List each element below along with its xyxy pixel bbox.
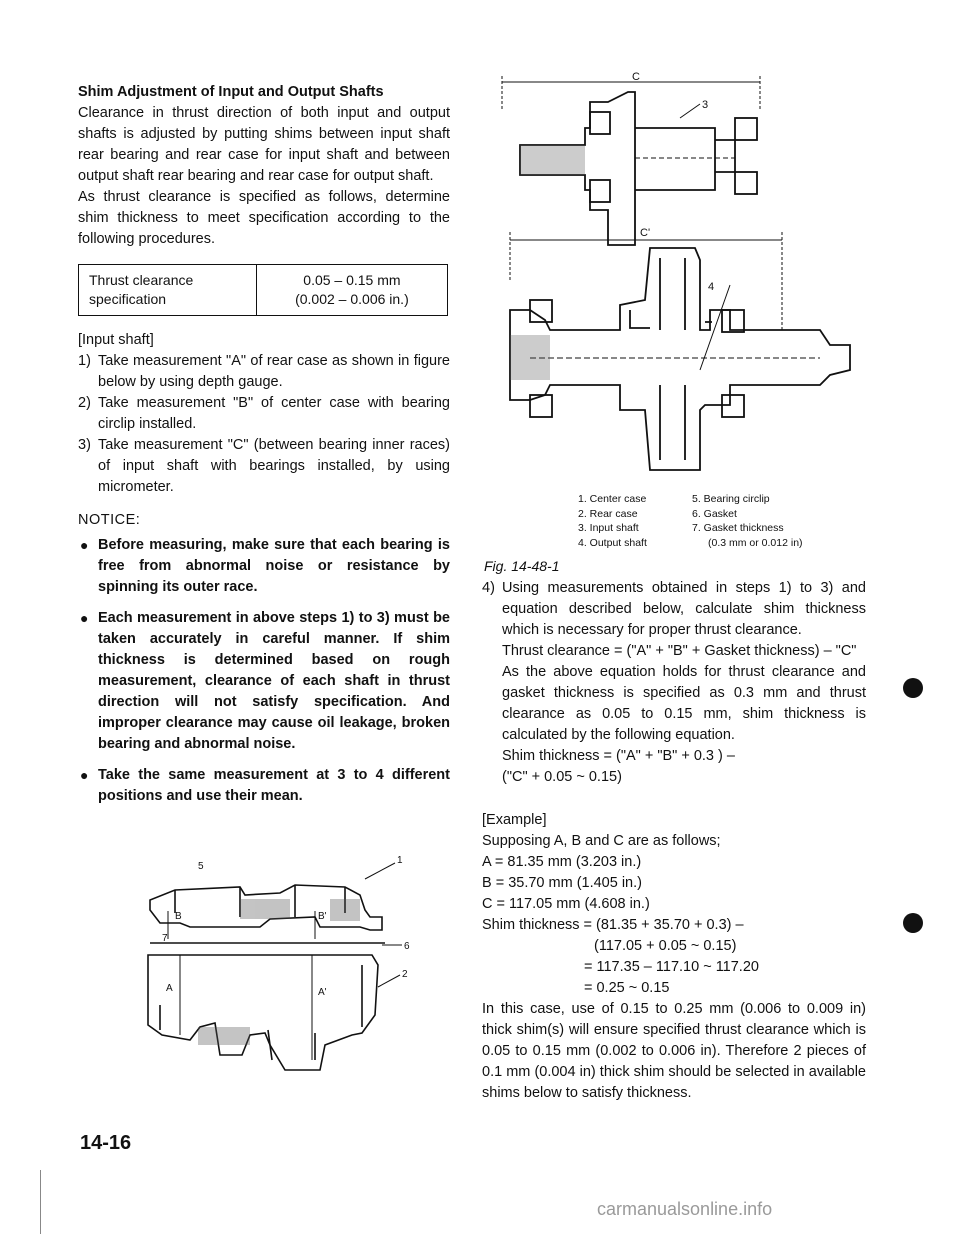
spec-label: [79, 265, 257, 316]
legend-item: 5. Bearing circlip: [692, 493, 770, 505]
label-7: 7: [162, 933, 168, 944]
equation-shim-line1: Shim thickness = ("A" + "B" + 0.3 ) –: [502, 748, 735, 764]
right-column: [482, 578, 866, 1104]
shaft-measurement-figure: [490, 71, 875, 480]
crop-mark: [40, 1170, 42, 1234]
label-1: 1: [397, 855, 403, 866]
left-column: [78, 82, 450, 817]
legend-item: 1. Center case: [578, 493, 647, 505]
notice-item: ● Each measurement in above steps 1) to 3) must be taken accurately in careful manner. If shim thickness is determined based on rough measurement, clearance of each shaft in thrust direction will not satisfy specification. And improper clearance may cause oil leakage, broken bearing and abnormal noise.: [80, 610, 450, 752]
notice-title: NOTICE:: [78, 512, 141, 528]
spec-value-line1: 0.05 – 0.15 mm: [303, 272, 401, 288]
binder-hole-mark: [903, 678, 923, 698]
spec-label-line2: specification: [89, 291, 167, 307]
spec-label-line1: Thrust clearance: [89, 272, 194, 288]
label-2: 2: [402, 969, 408, 980]
calc-line: = 117.35 – 117.10 ~ 117.20: [584, 959, 759, 975]
steps-list: [78, 351, 450, 498]
step-item: 2) Take measurement "B" of center case with bearing circlip installed.: [78, 395, 450, 432]
input-shaft-heading: [Input shaft]: [78, 332, 154, 348]
legend-item: 4. Output shaft: [578, 536, 647, 549]
calc-line: (117.05 + 0.05 ~ 0.15): [594, 938, 737, 954]
legend-col-2: [692, 492, 803, 550]
example-conclusion: In this case, use of 0.15 to 0.25 mm (0.006 to 0.009 in) thick shim(s) will ensure specified thrust clearance which is 0.05 to 0.15 mm (0.002 to 0.006 in). Therefore 2 pieces of 0.1 mm (0.004 in) thick shim should be selected in available shims below to satisfy thickness.: [482, 1001, 866, 1101]
watermark: carmanualsonline.info: [597, 1199, 773, 1219]
legend-item: 2. Rear case: [578, 507, 638, 520]
spec-value-line2: (0.002 – 0.006 in.): [295, 291, 409, 307]
intro-paragraph: Clearance in thrust direction of both input and output shafts is adjusted by putting shims between input shaft rear bearing and rear case for input shaft and between output shaft rear bearing and rear case for output shaft.: [78, 105, 450, 184]
step-4: 4) Using measurements obtained in steps 1) to 3) and equation described below, calculate shim thickness which is necessary for proper thrust clearance. Thrust clearance = ("A" + "B" + Gasket thickness) – "C" As the above equation holds for thrust clearance and gasket thickness is specified as 0.3 mm and thrust clearance as 0.05 to 0.15 mm, shim thickness is calculated by the following equation. Shim thickness = ("A" + "B" + 0.3 ) – ("C" + 0.05 ~ 0.15): [482, 578, 866, 788]
figure-caption: Fig. 14-48-1: [484, 558, 560, 574]
step-item: 3) Take measurement "C" (between bearing inner races) of input shaft with bearings installed, by using micrometer.: [78, 437, 450, 495]
equation-shim-line2: ("C" + 0.05 ~ 0.15): [502, 769, 622, 785]
equation-explanation: As the above equation holds for thrust clearance and gasket thickness is specified as 0.3 mm and thrust clearance as 0.05 to 0.15 mm, shim thickness is calculated by the following equation.: [502, 664, 866, 743]
calc-line: = 0.25 ~ 0.15: [584, 980, 670, 996]
bullet-icon: ●: [80, 767, 89, 783]
section-heading: Shim Adjustment of Input and Output Shafts: [78, 84, 384, 100]
label-4: 4: [708, 281, 715, 293]
legend-item: 7. Gasket thickness: [692, 522, 784, 534]
legend-col-1: [578, 492, 647, 550]
example-a: A = 81.35 mm (3.203 in.): [482, 854, 642, 870]
spec-table: [78, 264, 448, 316]
example-b: B = 35.70 mm (1.405 in.): [482, 875, 642, 891]
label-5: 5: [198, 861, 204, 872]
label-C: C: [632, 71, 640, 83]
bullet-icon: ●: [80, 610, 89, 626]
step-item: 1) Take measurement "A" of rear case as shown in figure below by using depth gauge.: [78, 353, 450, 390]
label-3: 3: [702, 99, 709, 111]
example-c: C = 117.05 mm (4.608 in.): [482, 896, 650, 912]
notice-item: ● Take the same measurement at 3 to 4 different positions and use their mean.: [80, 767, 450, 804]
step-4-text: Using measurements obtained in steps 1) to 3) and equation described below, calculate shim thickness which is necessary for proper thrust clearance.: [502, 580, 866, 638]
label-B: B: [175, 911, 182, 922]
example-intro: Supposing A, B and C are as follows;: [482, 833, 721, 849]
legend-item: 6. Gasket: [692, 507, 737, 520]
label-A-prime: A': [318, 987, 327, 998]
legend-item: (0.3 mm or 0.012 in): [708, 536, 803, 549]
example-calculation: [482, 915, 866, 999]
notice-list: [78, 535, 450, 807]
label-B-prime: B': [318, 911, 327, 922]
case-measurement-figure: [120, 855, 420, 1090]
spec-value: [256, 265, 447, 316]
equation-thrust: Thrust clearance = ("A" + "B" + Gasket thickness) – "C": [502, 643, 857, 659]
label-A: A: [166, 983, 173, 994]
binder-hole-mark: [903, 913, 923, 933]
intro-paragraph-2: As thrust clearance is specified as follows, determine shim thickness to meet specification according to the following procedures.: [78, 189, 450, 247]
label-C-prime: C': [640, 227, 651, 239]
legend-item: 3. Input shaft: [578, 522, 639, 534]
page-number: 14-16: [80, 1132, 132, 1154]
calc-line: Shim thickness = (81.35 + 35.70 + 0.3) –: [482, 917, 744, 933]
notice-item: ● Before measuring, make sure that each bearing is free from abnormal noise or resistance by spinning its outer race.: [80, 537, 450, 595]
bullet-icon: ●: [80, 537, 89, 553]
example-heading: [Example]: [482, 812, 547, 828]
label-6: 6: [404, 941, 410, 952]
